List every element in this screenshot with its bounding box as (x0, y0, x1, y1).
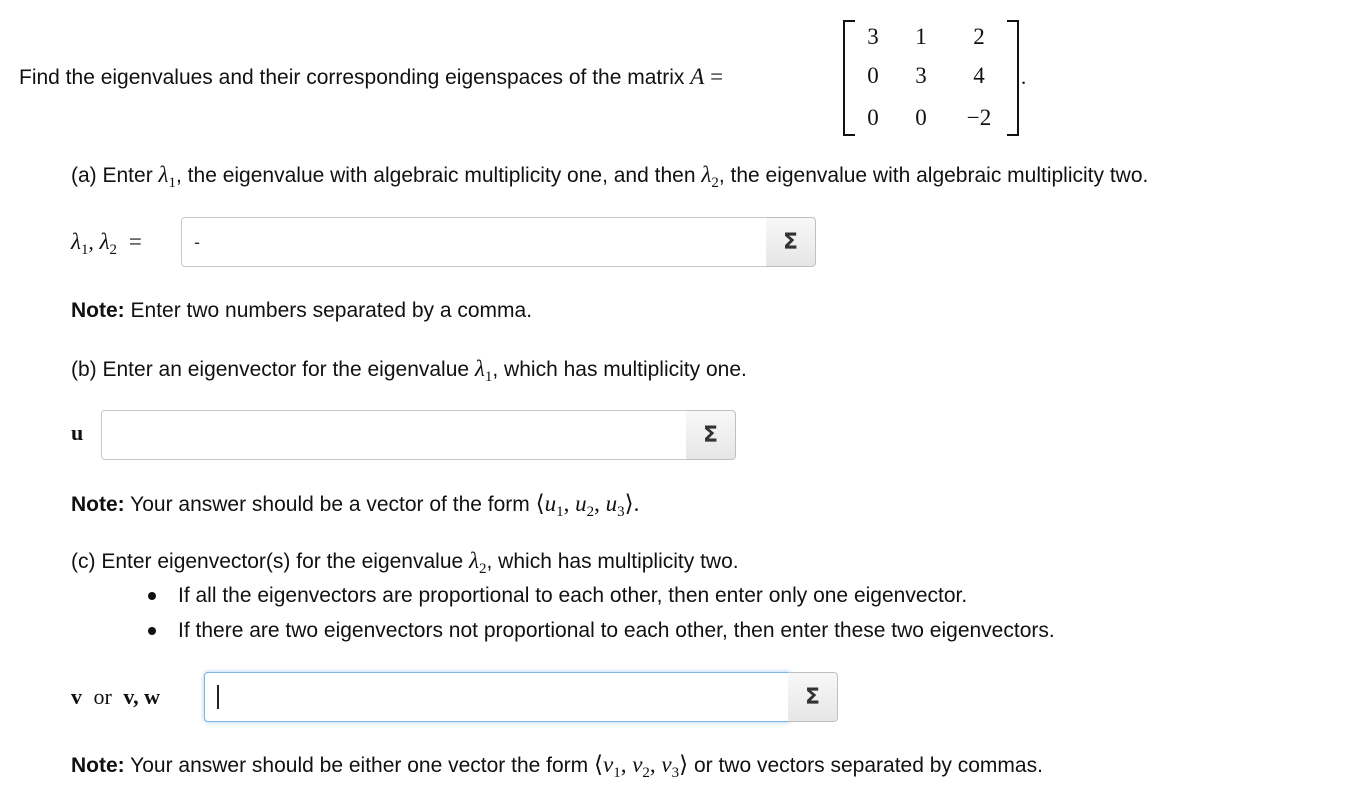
text-cursor (217, 685, 219, 709)
part-c-instruction (71, 548, 739, 577)
eigenvalues-input-value: - (194, 231, 200, 252)
vw-label: v, w (123, 684, 161, 709)
sigma-button[interactable] (686, 410, 736, 460)
u-label: u (71, 420, 84, 445)
part-a-label (71, 229, 142, 258)
problem-statement (19, 64, 723, 91)
eigenvector-u-input[interactable] (101, 410, 687, 460)
matrix-cell: 2 (973, 24, 985, 49)
lambda-subscript: 1 (484, 369, 493, 385)
matrix-symbol: A (690, 64, 705, 89)
eigenvalues-input[interactable] (181, 217, 767, 267)
bullet-item: If all the eigenvectors are proportional to each other, then enter only one eigenvector. (178, 584, 968, 607)
part-b-suffix: , which has multiplicity one. (492, 358, 747, 381)
note-text: Enter two numbers separated by a comma. (130, 299, 533, 322)
statement-period: . (1021, 65, 1027, 89)
note-label: Note: (71, 754, 125, 777)
lambda-subscript: 1 (168, 175, 177, 191)
note-text: Your answer should be either one vector the form (130, 754, 589, 777)
v-label: v (71, 684, 82, 709)
lambda-subscript: 2 (711, 175, 719, 191)
sigma-icon: Σ (702, 422, 719, 448)
matrix-cell: 3 (915, 63, 927, 88)
problem-intro-text: Find the eigenvalues and their corresponding eigenspaces of the matrix (19, 66, 685, 89)
label-comma: , (88, 230, 94, 254)
matrix-A (843, 18, 1019, 134)
matrix-cell: 4 (973, 63, 985, 88)
part-b-note: Note: Your answer should be a vector of the form $⟨u_1$, $u_2$, $u_3⟩$. (71, 491, 640, 520)
matrix-cell: 1 (915, 24, 927, 49)
or-label: or (93, 684, 112, 709)
part-c-suffix: , which has multiplicity two. (486, 550, 739, 573)
angle-open: ⟨ (535, 491, 545, 516)
part-a-middle: , the eigenvalue with algebraic multiplicity one, and then (176, 164, 696, 187)
part-b-prefix: (b) Enter an eigenvector for the eigenvalue (71, 358, 470, 381)
part-c-prefix: (c) Enter eigenvector(s) for the eigenvalue (71, 550, 464, 573)
sigma-icon: Σ (804, 684, 821, 710)
part-b-instruction (71, 356, 747, 385)
eigenvectors-vw-input[interactable] (204, 672, 790, 722)
lambda-symbol: λ (474, 356, 485, 381)
matrix-cell: −2 (966, 105, 992, 130)
part-a-note (71, 298, 532, 324)
lambda-symbol: λ (158, 162, 169, 187)
angle-close: ⟩ (624, 491, 634, 516)
matrix-cell: 0 (915, 105, 927, 130)
lambda-symbol: λ (99, 229, 110, 254)
bullet-point (148, 592, 156, 600)
bullet-point (148, 627, 156, 635)
v-or-vw-label (71, 684, 160, 710)
lambda-subscript: 2 (479, 561, 487, 577)
equals-sign: = (710, 64, 724, 89)
part-a-prefix: (a) Enter (71, 164, 153, 187)
part-a-instruction (71, 162, 1148, 191)
matrix-cell: 0 (867, 63, 879, 88)
matrix-cell: 0 (867, 105, 879, 130)
bullet-item: If there are two eigenvectors not proportional to each other, then enter these two eigenvectors. (178, 619, 1055, 642)
sigma-button[interactable] (766, 217, 816, 267)
note-tail: or two vectors separated by commas. (693, 754, 1043, 777)
matrix-cell: 3 (867, 24, 879, 49)
lambda-subscript: 1 (80, 242, 89, 258)
note-label: Note: (71, 299, 125, 322)
note-label: Note: (71, 493, 125, 516)
lambda-symbol: λ (701, 162, 712, 187)
matrix-right-bracket (1007, 20, 1019, 136)
part-a-suffix: , the eigenvalue with algebraic multiplicity two. (718, 164, 1149, 187)
lambda-symbol: λ (71, 229, 81, 254)
lambda-subscript: 2 (109, 242, 118, 258)
equals-sign: = (128, 229, 142, 254)
part-c-note: Note: Your answer should be either one vector the form $⟨v_1$, $v_2$, $v_3⟩$ or two vectors separated by commas. (71, 752, 1043, 781)
lambda-symbol: λ (469, 548, 480, 573)
sigma-icon: Σ (782, 229, 799, 255)
note-text: Your answer should be a vector of the form (130, 493, 530, 516)
sigma-button[interactable] (788, 672, 838, 722)
